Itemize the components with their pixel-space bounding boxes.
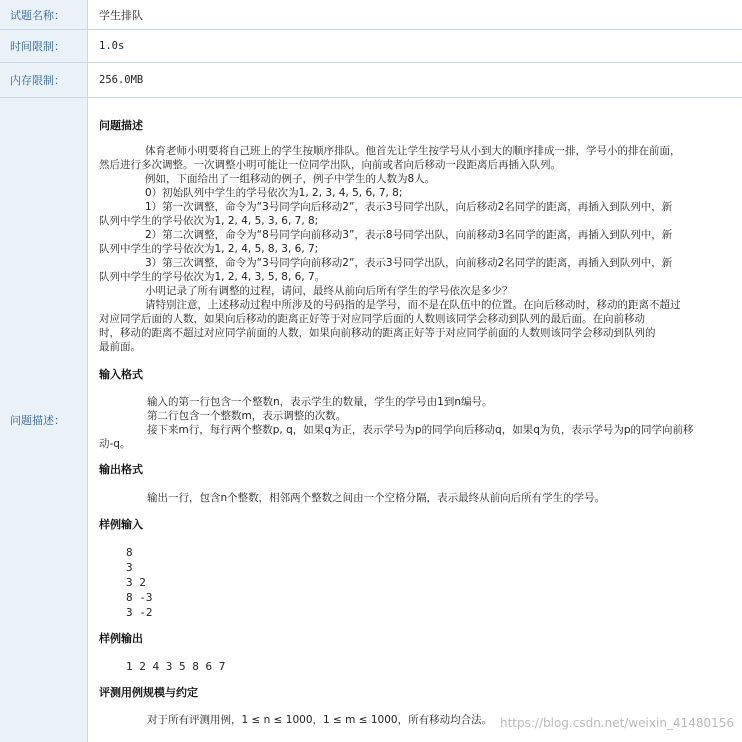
input-paragraph bbox=[99, 395, 721, 451]
problem-line: 例如，下面给出了一组移动的例子，例子中学生的人数为8人。 bbox=[145, 173, 436, 185]
title-label: 试题名称： bbox=[0, 0, 88, 29]
problem-line: 小明记录了所有调整的过程，请问，最终从前向后所有学生的学号依次是多少？ bbox=[145, 285, 513, 297]
scale-heading: 评测用例规模与约定 bbox=[99, 686, 198, 699]
memory-value: 256.0MB bbox=[99, 74, 144, 86]
problem-line: 最前面。 bbox=[99, 341, 141, 353]
description-label: 问题描述： bbox=[0, 98, 88, 742]
input-line: 输入的第一行包含一个整数n，表示学生的数量，学生的学号由1到n编号。 bbox=[147, 396, 493, 408]
problem-line: 队列中学生的学号依次为1, 2, 4, 5, 3, 6, 7, 8; bbox=[99, 215, 319, 227]
problem-line: 2）第二次调整，命令为“8号同学向前移动3”，表示8号同学出队，向前移动3名同学的距离，再插入到队列中，新 bbox=[145, 229, 673, 241]
output-paragraph bbox=[99, 491, 721, 505]
row-title bbox=[0, 0, 742, 30]
problem-line: 请特别注意，上述移动过程中所涉及的号码指的是学号，而不是在队伍中的位置。在向后移动时，移动的距离不超过 bbox=[145, 299, 681, 311]
row-time bbox=[0, 30, 742, 63]
sample-input-heading: 样例输入 bbox=[99, 518, 143, 531]
time-value: 1.0s bbox=[99, 40, 125, 52]
title-value: 学生排队 bbox=[99, 8, 143, 22]
row-memory bbox=[0, 63, 742, 98]
problem-line: 体育老师小明要将自己班上的学生按顺序排队。他首先让学生按学号从小到大的顺序排成一排，学号小的排在前面， bbox=[145, 145, 681, 157]
problem-line: 然后进行多次调整。一次调整小明可能让一位同学出队，向前或者向后移动一段距离后再插入队列。 bbox=[99, 159, 561, 171]
problem-paragraph bbox=[99, 144, 721, 354]
problem-line: 队列中学生的学号依次为1, 2, 4, 5, 8, 3, 6, 7; bbox=[99, 243, 319, 255]
problem-line: 队列中学生的学号依次为1, 2, 4, 3, 5, 8, 6, 7。 bbox=[99, 271, 326, 283]
problem-line: 3）第三次调整，命令为“3号同学向前移动2”，表示3号同学出队，向前移动2名同学的距离，再插入到队列中，新 bbox=[145, 257, 673, 269]
output-line: 输出一行，包含n个整数，相邻两个整数之间由一个空格分隔，表示最终从前向后所有学生的学号。 bbox=[147, 492, 606, 504]
sample-input-block: 8 3 3 2 8 -3 3 -2 bbox=[126, 546, 153, 619]
output-heading: 输出格式 bbox=[99, 463, 143, 476]
scale-line: 对于所有评测用例，1 ≤ n ≤ 1000，1 ≤ m ≤ 1000，所有移动均合法。 bbox=[147, 714, 493, 726]
input-line: 动-q。 bbox=[99, 438, 131, 450]
problem-line: 0）初始队列中学生的学号依次为1, 2, 3, 4, 5, 6, 7, 8; bbox=[145, 187, 403, 199]
time-label: 时间限制： bbox=[0, 30, 88, 62]
problem-line: 时，移动的距离不超过对应同学前面的人数，如果向前移动的距离正好等于对应同学前面的人数则该同学会移动到队列的 bbox=[99, 327, 656, 339]
problem-heading: 问题描述 bbox=[99, 119, 143, 132]
problem-line: 1）第一次调整，命令为“3号同学向后移动2”，表示3号同学出队，向后移动2名同学的距离，再插入到队列中，新 bbox=[145, 201, 673, 213]
input-heading: 输入格式 bbox=[99, 368, 143, 381]
input-line: 接下来m行，每行两个整数p, q，如果q为正，表示学号为p的同学向后移动q，如果q为负，表示学号为p的同学向前移 bbox=[147, 424, 694, 436]
memory-label: 内存限制： bbox=[0, 63, 88, 97]
watermark: https://blog.csdn.net/weixin_41480156 bbox=[499, 716, 734, 730]
row-description bbox=[0, 98, 742, 742]
input-line: 第二行包含一个整数m，表示调整的次数。 bbox=[147, 410, 347, 422]
problem-line: 对应同学后面的人数，如果向后移动的距离正好等于对应同学后面的人数则该同学会移动到队列的最后面。在向前移动 bbox=[99, 313, 645, 325]
sample-output-block: 1 2 4 3 5 8 6 7 bbox=[126, 660, 226, 673]
sample-output-heading: 样例输出 bbox=[99, 632, 143, 645]
